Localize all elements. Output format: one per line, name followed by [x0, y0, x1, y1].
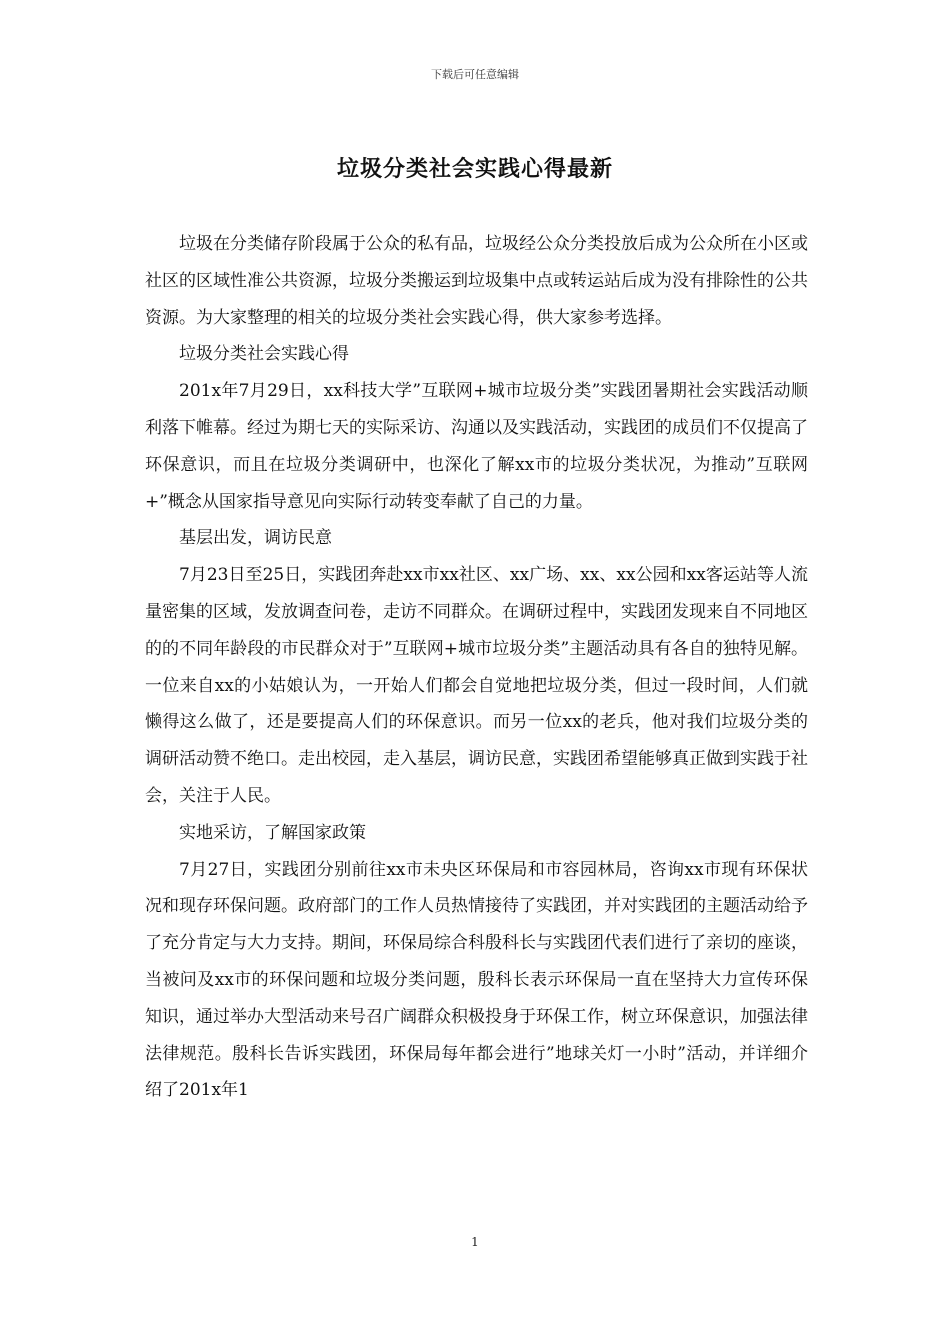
document-body: [145, 226, 808, 1109]
document-title: 垃圾分类社会实践心得最新: [336, 157, 613, 182]
header-note: 下载后可任意编辑: [431, 68, 519, 81]
paragraph: 201x年7月29日，xx科技大学”互联网+城市垃圾分类”实践团暑期社会实践活动顺利落下帷幕。经过为期七天的实际采访、沟通以及实践活动，实践团的成员们不仅提高了环保意识，而且在垃圾分类调研中，也深化了解xx市的垃圾分类状况，为推动”互联网+”概念从国家指导意见向实际行动转变奉献了自己的力量。: [145, 381, 808, 512]
paragraph: 7月27日，实践团分别前往xx市未央区环保局和市容园林局，咨询xx市现有环保状况和现存环保问题。政府部门的工作人员热情接待了实践团，并对实践团的主题活动给予了充分肯定与大力支持。期间，环保局综合科殷科长与实践团代表们进行了亲切的座谈，当被问及xx市的环保问题和垃圾分类问题，殷科长表示环保局一直在坚持大力宣传环保知识，通过举办大型活动来号召广阔群众积极投身于环保工作，树立环保意识，加强法律法律规范。殷科长告诉实践团，环保局每年都会进行”地球关灯一小时”活动，并详细介绍了201x年1: [145, 859, 808, 1101]
section-heading: 垃圾分类社会实践心得: [179, 344, 349, 365]
section-heading: 实地采访，了解国家政策: [179, 822, 366, 843]
paragraph: 7月23日至25日，实践团奔赴xx市xx社区、xx广场、xx、xx公园和xx客运站等人流量密集的区域，发放调查问卷，走访不同群众。在调研过程中，实践团发现来自不同地区的的不同年龄段的市民群众对于”互联网+城市垃圾分类”主题活动具有各自的独特见解。一位来自xx的小姑娘认为，一开始人们都会自觉地把垃圾分类，但过一段时间，人们就懒得这么做了，还是要提高人们的环保意识。而另一位xx的老兵，他对我们垃圾分类的调研活动赞不绝口。走出校园，走入基层，调访民意，实践团希望能够真正做到实践于社会，关注于人民。: [145, 565, 808, 806]
paragraph-intro: 垃圾在分类储存阶段属于公众的私有品，垃圾经公众分类投放后成为公众所在小区或社区的区域性准公共资源，垃圾分类搬运到垃圾集中点或转运站后成为没有排除性的公共资源。为大家整理的相关的垃圾分类社会实践心得，供大家参考选择。: [145, 234, 808, 328]
section-heading: 基层出发，调访民意: [179, 528, 332, 549]
page-number: 1: [471, 1235, 479, 1249]
